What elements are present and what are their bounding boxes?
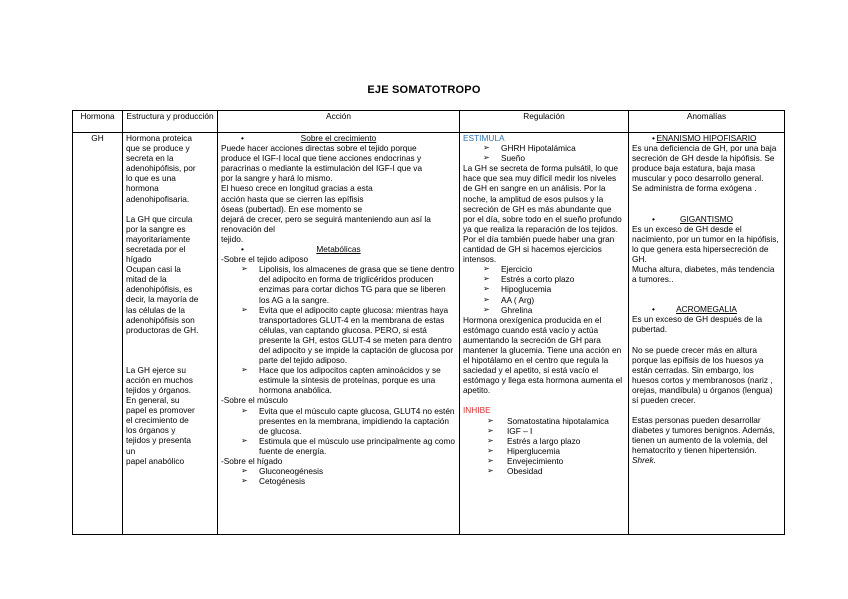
text-line: papel es promover — [126, 405, 195, 416]
text-line: adenohipófisis son — [126, 314, 195, 325]
cell-accion — [218, 133, 460, 535]
sueno-text: La GH se secreta de forma pulsátil, lo que hace que sea muy difícil medir los niveles de GH en sangre en un análisis. Por la noche, la amplitud de esos pulsos y la secreción de GH es más abundante que por el día, sobre todo en el sueño profundo ya que realiza la reparación de los tejidos. — [463, 163, 622, 234]
text-line: Puede hacer acciones directas sobre el tejido porque — [221, 143, 417, 154]
dia-text: Por el día también puede haber una gran cantidad de GH si hacemos ejercicios intensos. — [463, 233, 615, 265]
text-line: acción en muchos — [126, 374, 193, 385]
list-item: ➢ Hipoglucemia — [463, 284, 625, 294]
text-line: papel anabólico — [126, 455, 185, 466]
list-item: ➢ Hace que los adipocitos capten aminoácidos y se estimule la síntesis de proteínas, porque es una hormona anabólica. — [221, 365, 456, 395]
page-title: EJE SOMATOTROPO — [367, 84, 481, 96]
list-item: ➢ Lipolisis, los almacenes de grasa que se tiene dentro del adipocito en forma de triglicéridos producen enzimas para cortar dichos TG para que se liberen los AG a la sangre. — [221, 264, 456, 304]
cell-regulacion — [460, 133, 629, 535]
accion-metabolicas-title: • Metabólicas — [221, 244, 456, 254]
accion-musculo-list — [221, 406, 456, 456]
enanismo-text-2: Se administra de forma exógena . — [632, 183, 757, 194]
list-item: ➢ Estimula que el músculo use principalmente ag como fuente de energía. — [221, 436, 456, 456]
list-item: ➢ Hiperglucemia — [463, 446, 625, 456]
header-accion: Acción — [218, 111, 460, 133]
accion-adiposo-list — [221, 264, 456, 395]
acromegalia-text-3: Estas personas pueden desarrollar diabetes y tumores benignos. Además, tienen un aumento de la volemia, del hematocrito y tienen hipertensión. Shrek. — [632, 415, 775, 466]
accion-higado-title: -Sobre el hígado — [221, 456, 283, 466]
text-line: produce el IGF-I local que tiene acciones endocrinas y — [221, 153, 422, 164]
hormone-table — [72, 110, 785, 535]
text-line: decir, la mayoría de — [126, 294, 199, 305]
estructura-text-2 — [126, 365, 214, 466]
accion-higado-list — [221, 466, 456, 486]
estructura-text — [126, 133, 214, 335]
text-line: secreta en la — [126, 153, 174, 164]
header-hormona: Hormona — [73, 111, 123, 133]
text-line: tejidos y presenta — [126, 435, 192, 446]
text-line: por la sangre y hará lo mismo. — [221, 173, 333, 184]
text-line — [126, 204, 214, 214]
text-line: un — [126, 445, 136, 456]
inhibe-list — [463, 416, 625, 477]
accion-crecimiento-text — [221, 143, 456, 244]
inhibe-label: INHIBE — [463, 405, 491, 416]
shrek-text: Shrek. — [632, 455, 656, 466]
list-item: ➢ Evita que el adipocito capte glucosa: mientras haya transportadores GLUT-4 en la membrana de estas células, van captando glucosa. PERO, si está presente la GH, estos GLUT-4 se meten para dentro del adipocito y se impide la captación de glucosa por parte del tejido adiposo. — [221, 305, 456, 366]
text-line: La GH que circula — [126, 213, 193, 224]
list-item: ➢ Cetogénesis — [221, 476, 456, 486]
text-line: productoras de GH. — [126, 324, 199, 335]
text-line: tejidos y órganos. — [126, 384, 192, 395]
text-line: acción hasta que se cierren las epífisis — [221, 193, 364, 204]
estimula-list — [463, 264, 625, 314]
text-line: que se produce y — [126, 143, 190, 154]
list-item: ➢ Ghrelina — [463, 305, 625, 315]
list-item: ➢ IGF – I — [463, 426, 625, 436]
list-item: ➢ Gluconeogénesis — [221, 466, 456, 476]
cell-anomalias — [629, 133, 785, 535]
text-line: tejido. — [221, 233, 244, 244]
header-estructura: Estructura y producción — [123, 111, 218, 133]
accion-musculo-title: -Sobre el músculo — [221, 395, 288, 406]
text-line: renovación del — [221, 223, 275, 234]
text-line: hormona — [126, 183, 159, 194]
text-line: el crecimiento de — [126, 415, 189, 426]
gigantismo-text-2: Mucha altura, diabetes, más tendencia a tumores.. — [632, 264, 775, 285]
accion-adiposo-title: -Sobre el tejido adiposo — [221, 254, 309, 265]
text-line: Ocupan casi la — [126, 264, 181, 275]
text-line: hígado — [126, 254, 152, 265]
accion-crecimiento-title: • Sobre el crecimiento — [221, 133, 456, 143]
acromegalia-text: Es un exceso de GH después de la pubertad. — [632, 314, 763, 335]
text-line: adenohipófisis, por — [126, 163, 196, 174]
text-line: los órganos y — [126, 425, 176, 436]
acromegalia-title: • ACROMEGALIA — [632, 304, 781, 314]
list-item: ➢ Envejecimiento — [463, 456, 625, 466]
estimula-top-list — [463, 143, 625, 163]
text-line: las células de la — [126, 304, 186, 315]
list-item: ➢ Estrés a corto plazo — [463, 274, 625, 284]
cell-estructura — [123, 133, 218, 535]
text-line: mitad de la — [126, 274, 167, 285]
table-header-row — [73, 111, 785, 133]
acromegalia-text-2: No se puede crecer más en altura porque las epífisis de los huesos ya están cerradas. Sin embargo, los huesos cortos y membranosos (nariz , orejas, mandíbula) u órganos (lengua) sí pueden crecer. — [632, 344, 773, 405]
text-line: mayoritariamente — [126, 233, 191, 244]
text-line: La GH ejerce su — [126, 364, 186, 375]
list-item: ➢ Sueño — [463, 153, 625, 163]
hormona-name: GH — [91, 133, 104, 143]
cell-hormona — [73, 133, 123, 535]
text-line: por la sangre es — [126, 223, 186, 234]
text-line: paracrinas o mediante la estimulación del IGF-I que va — [221, 163, 423, 174]
text-line: El hueso crece en longitud gracias a esta — [221, 183, 373, 194]
text-line: adenohipófisis, es — [126, 284, 193, 295]
text-line: En general, su — [126, 395, 180, 406]
gigantismo-title: • GIGANTISMO — [632, 214, 781, 224]
text-line: adenohipofisaria. — [126, 193, 190, 204]
list-item: ➢ Evita que el músculo capte glucosa, GLUT4 no estén presentes en la membrana, impidiendo la captación de glucosa. — [221, 406, 456, 436]
list-item: ➢ Ejercicio — [463, 264, 625, 274]
text-line: dejará de crecer, pero se seguirá manteniendo aun así la — [221, 213, 431, 224]
text-line: óseas (pubertad). En ese momento se — [221, 203, 363, 214]
list-item: ➢ Estrés a largo plazo — [463, 436, 625, 446]
text-line: secretada por el — [126, 243, 186, 254]
estimula-label: ESTIMULA — [463, 133, 505, 143]
header-anomalias: Anomalías — [629, 111, 785, 133]
list-item: ➢ Somatostatina hipotalamica — [463, 416, 625, 426]
enanismo-title: • ENANISMO HIPOFISARIO — [632, 133, 781, 143]
text-line: Hormona proteica — [126, 133, 192, 143]
enanismo-text: Es una deficiencia de GH, por una baja secreción de GH desde la hipófisis. Se produce baja estatura, baja masa muscular y poco desarrollo general. — [632, 143, 777, 184]
list-item: ➢ Obesidad — [463, 466, 625, 476]
list-item: ➢ AA ( Arg) — [463, 295, 625, 305]
table-row — [73, 133, 785, 535]
header-regulacion: Regulación — [460, 111, 629, 133]
gigantismo-text: Es un exceso de GH desde el nacimiento, por un tumor en la hipófisis, lo que genera esta hipersecreción de GH. — [632, 223, 779, 264]
list-item: ➢ GHRH Hipotalámica — [463, 143, 625, 153]
text-line: lo que es una — [126, 173, 176, 184]
ghrelina-text: Hormona orexígenica producida en el estómago cuando está vacío y actúa aumentando la secreción de GH para mantener la glucemia. Tiene una acción en el hipotálamo en el centro que regula la saciedad y el apetito, si está vacío el estómago y llega esta hormona aumenta el apetito. — [463, 314, 623, 396]
